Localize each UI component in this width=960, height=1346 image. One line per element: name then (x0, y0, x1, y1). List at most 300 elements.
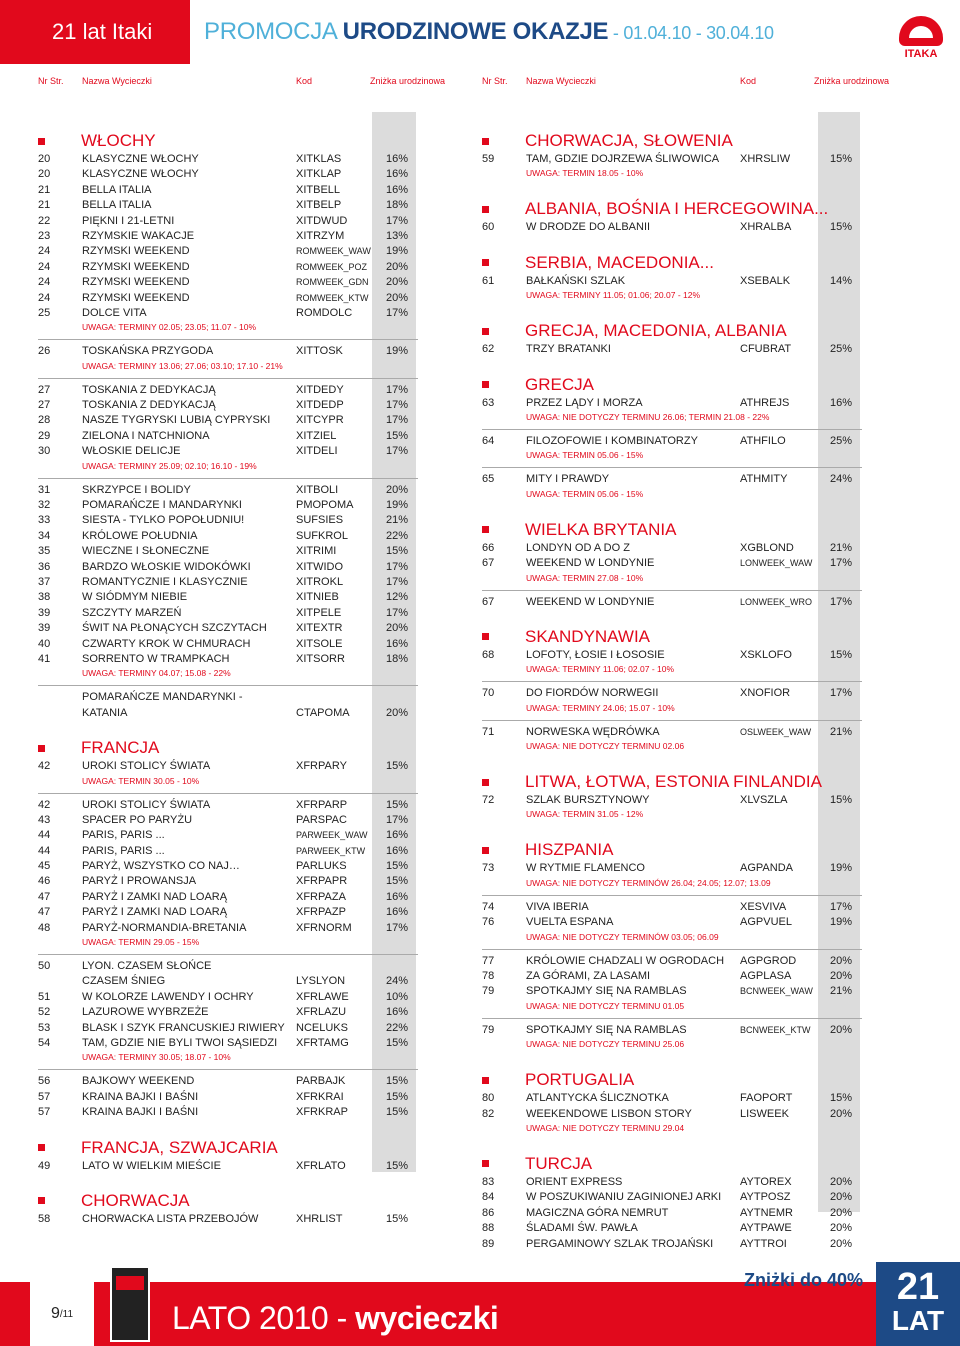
page-number-cell: 40 (38, 637, 51, 650)
trip-name: ZIELONA I NATCHNIONA (82, 429, 210, 442)
trip-note: UWAGA: NIE DOTYCZY TERMINU 29.04 (526, 1122, 685, 1133)
trip-code: XSEBALK (740, 274, 791, 287)
discount-value: 15% (386, 1075, 409, 1088)
discount-value: 17% (386, 214, 409, 227)
bullet-square-icon (482, 206, 489, 213)
trip-name: RZYMSKIE WAKACJE (82, 229, 195, 242)
trip-row (482, 434, 862, 449)
page-number-cell: 39 (38, 622, 51, 635)
trip-code: AYTPAWE (740, 1222, 792, 1235)
discount-value: 21% (830, 725, 853, 738)
trip-note: UWAGA: TERMIN 05.06 - 15% (526, 450, 644, 461)
trip-code: ROMWEEK_WAW (296, 246, 371, 257)
trip-code: XGBLOND (740, 541, 794, 554)
section-title: TURCJA (525, 1153, 593, 1173)
trip-row (38, 383, 418, 398)
page-number-cell: 60 (482, 221, 495, 234)
trip-name: SZCZYTY MARZEŃ (82, 606, 182, 619)
bullet-square-icon (482, 138, 489, 145)
discount-value: 19% (386, 245, 409, 258)
row-divider (38, 954, 418, 955)
trip-code: PARWEEK_KTW (296, 845, 366, 856)
trip-row (38, 652, 418, 667)
trip-note: UWAGA: NIE DOTYCZY TERMINU 01.05 (526, 1000, 685, 1011)
trip-name: VIVA IBERIA (526, 900, 589, 913)
discount-value: 19% (386, 499, 409, 512)
trip-row (38, 244, 418, 259)
trip-row (482, 595, 862, 610)
trip-name: WŁOSKIE DELICJE (82, 445, 181, 458)
page-number-cell: 82 (482, 1107, 495, 1120)
col-header-name-right: Nazwa Wycieczki (526, 76, 596, 86)
discount-value: 20% (830, 1237, 853, 1250)
trip-row (38, 152, 418, 167)
trip-code: XSKLOFO (740, 648, 792, 661)
page-number-cell: 61 (482, 274, 495, 287)
trip-code: AGPANDA (740, 862, 793, 875)
trip-row (482, 1023, 862, 1038)
page-number-cell: 56 (38, 1075, 51, 1088)
col-header-discount-right: Zniżka urodzinowa (814, 76, 890, 86)
page-number-cell: 74 (482, 900, 495, 913)
page-number-cell: 71 (482, 725, 495, 738)
trip-note: UWAGA: TERMINY 11.06; 02.07 - 10% (526, 664, 675, 675)
page-number-cell: 80 (482, 1092, 495, 1105)
trip-row (38, 275, 418, 290)
trip-note: UWAGA: NIE DOTYCZY TERMINÓW 03.05; 06.09 (526, 931, 719, 942)
trip-note: UWAGA: TERMINY 24.06; 15.07 - 10% (526, 702, 675, 713)
page-number-cell: 54 (38, 1036, 51, 1049)
trip-row (38, 167, 418, 182)
trip-row (482, 915, 862, 930)
discount-value: 16% (386, 906, 409, 919)
discount-claim: Zniżki do 40% (744, 1270, 864, 1290)
trip-code: XNOFIOR (740, 687, 791, 700)
trip-name: PARYŻ, WSZYSTKO CO NAJ… (82, 860, 240, 873)
trip-note: UWAGA: NIE DOTYCZY TERMINU 02.06 (526, 741, 685, 752)
trip-name: LOFOTY, ŁOSIE I ŁOSOSIE (526, 648, 665, 661)
discount-value: 20% (830, 1107, 853, 1120)
page-number-cell: 44 (38, 844, 51, 857)
row-divider (38, 685, 418, 686)
trip-code: XFRPARY (296, 760, 347, 773)
trip-row (38, 513, 418, 528)
trip-name: BAŁKAŃSKI SZLAK (526, 274, 626, 287)
trip-note: UWAGA: TERMINY 02.05; 23.05; 11.07 - 10% (82, 322, 257, 333)
trip-code: XFRKRAI (296, 1090, 344, 1103)
trip-note: UWAGA: NIE DOTYCZY TERMINU 26.06; TERMIN 21.08 - 22% (526, 411, 770, 422)
discount-value: 15% (386, 760, 409, 773)
discount-value: 17% (386, 813, 409, 826)
trip-name: W KOLORZE LAWENDY I OCHRY (82, 990, 254, 1003)
discount-value: 19% (830, 916, 853, 929)
discount-value: 15% (386, 545, 409, 558)
discount-value: 10% (386, 990, 409, 1003)
trip-row (38, 498, 418, 513)
section-gap (482, 503, 862, 513)
row-divider (38, 1069, 418, 1070)
section-title: CHORWACJA (81, 1190, 190, 1210)
trip-name: ORIENT EXPRESS (526, 1175, 623, 1188)
bullet-square-icon (482, 526, 489, 533)
trip-row (38, 398, 418, 413)
discount-value: 15% (386, 1159, 409, 1172)
col-header-code-right: Kod (740, 76, 757, 86)
trip-name: PARIS, PARIS ... (82, 844, 165, 857)
discount-value: 17% (830, 557, 853, 570)
section-gap (38, 1121, 418, 1131)
discount-value: 15% (386, 1090, 409, 1103)
trip-row (482, 954, 862, 969)
section-gap (38, 1174, 418, 1184)
discount-value: 20% (830, 1206, 853, 1219)
discount-value: 14% (830, 274, 853, 287)
trip-name: WEEKEND W LONDYNIE (526, 557, 655, 570)
trip-name: TOSKAŃSKA PRZYGODA (82, 345, 214, 358)
trip-code: XLVSZLA (740, 794, 788, 807)
trip-row (38, 529, 418, 544)
trip-name: RZYMSKI WEEKEND (82, 276, 190, 289)
page-number-cell: 50 (38, 960, 51, 973)
trip-name: SORRENTO W TRAMPKACH (82, 652, 230, 665)
row-divider (482, 1018, 862, 1019)
section-heading (482, 771, 862, 793)
promo-title: PROMOCJA URODZINOWE OKAZJE - 01.04.10 - 30.04.10 (204, 18, 774, 45)
page-number-cell: 53 (38, 1021, 51, 1034)
section-title: PORTUGALIA (525, 1070, 635, 1090)
page-number-cell: 26 (38, 345, 51, 358)
trip-row (38, 990, 418, 1005)
page-number-cell: 42 (38, 760, 51, 773)
trip-row (38, 637, 418, 652)
discount-value: 20% (386, 483, 409, 496)
trip-row (38, 1074, 418, 1089)
trip-row (482, 274, 862, 289)
trip-code: XITPELE (296, 606, 342, 619)
discount-value: 20% (386, 622, 409, 635)
page-number-cell: 86 (482, 1206, 495, 1219)
bullet-square-icon (38, 1144, 45, 1151)
discount-value: 20% (830, 970, 853, 983)
discount-value: 16% (830, 396, 853, 409)
discount-value: 21% (830, 985, 853, 998)
discount-value: 25% (830, 343, 853, 356)
row-divider (38, 339, 418, 340)
trip-name: NASZE TYGRYSKI LUBIĄ CYPRYSKI (82, 414, 271, 427)
trip-code: XITRIMI (296, 545, 337, 558)
trip-row (38, 544, 418, 559)
section-heading (482, 130, 862, 152)
discount-value: 13% (386, 229, 409, 242)
section-gap (482, 1137, 862, 1147)
trip-code: XITWIDO (296, 560, 344, 573)
trip-name: LONDYN OD A DO Z (526, 541, 630, 554)
trip-name: TAM, GDZIE NIE BYLI TWOI SĄSIEDZI (82, 1036, 278, 1049)
trip-code: AGPGROD (740, 954, 797, 967)
row-divider (482, 467, 862, 468)
trip-name: UROKI STOLICY ŚWIATA (82, 798, 211, 811)
trip-name: WEEKENDOWE LISBON STORY (526, 1107, 692, 1120)
section-heading (482, 320, 862, 342)
trip-row (38, 798, 418, 813)
discount-value: 22% (386, 1021, 409, 1034)
section-gap (482, 610, 862, 620)
trip-name: NORWESKA WĘDRÓWKA (526, 725, 660, 738)
page-number-cell: 25 (38, 306, 51, 319)
row-divider (482, 720, 862, 721)
trip-code: XITDELI (296, 445, 338, 458)
trip-name: DO FIORDÓW NORWEGII (526, 687, 659, 700)
discount-value: 20% (830, 1222, 853, 1235)
trip-code: XESVIVA (740, 900, 787, 913)
trip-row (38, 1105, 418, 1120)
trip-row (38, 759, 418, 774)
discount-value: 20% (386, 276, 409, 289)
trip-code: XITDEDP (296, 399, 344, 412)
trip-name: PARYŻ I ZAMKI NAD LOARĄ (82, 890, 228, 903)
trip-code: XFRNORM (296, 921, 352, 934)
page-number-cell: 66 (482, 541, 495, 554)
trip-row (38, 198, 418, 213)
trip-name: KLASYCZNE WŁOCHY (82, 168, 199, 181)
bullet-square-icon (38, 745, 45, 752)
trip-row (38, 974, 418, 989)
trip-code: AGPVUEL (740, 916, 792, 929)
row-divider (482, 590, 862, 591)
trip-note: UWAGA: TERMIN 18.05 - 10% (526, 168, 644, 179)
trip-row (38, 560, 418, 575)
trip-row (482, 556, 862, 571)
section-heading (482, 626, 862, 648)
trip-row (38, 621, 418, 636)
discount-value: 15% (830, 794, 853, 807)
section-title: GRECJA (525, 374, 594, 394)
section-heading (482, 839, 862, 861)
trip-code: BCNWEEK_KTW (740, 1024, 811, 1035)
trip-code: XFRLAWE (296, 990, 349, 1003)
trip-name: DOLCE VITA (82, 306, 147, 319)
discount-value: 18% (386, 199, 409, 212)
page-number-cell: 70 (482, 687, 495, 700)
trip-row (482, 686, 862, 701)
page-number-cell: 34 (38, 529, 51, 542)
discount-value: 12% (386, 591, 409, 604)
page-number-cell: 45 (38, 860, 51, 873)
trip-row (482, 1206, 862, 1221)
discount-value: 15% (386, 875, 409, 888)
trip-code: XHRALBA (740, 221, 792, 234)
trip-row (482, 152, 862, 167)
bullet-square-icon (482, 633, 489, 640)
trip-row (482, 793, 862, 808)
section-title: WIELKA BRYTANIA (525, 519, 677, 539)
page-number-cell: 20 (38, 168, 51, 181)
trip-code: PMOPOMA (296, 499, 354, 512)
trip-code: PARSPAC (296, 813, 347, 826)
trip-code: XITBELP (296, 199, 342, 212)
trip-row (482, 984, 862, 999)
trip-row (482, 969, 862, 984)
page-number-cell: 21 (38, 183, 51, 196)
trip-note: UWAGA: NIE DOTYCZY TERMINÓW 26.04; 24.05; 12.07; 13.09 (526, 877, 771, 888)
trip-name: ATLANTYCKA ŚLICZNOTKA (526, 1092, 669, 1105)
trip-code: ROMDOLC (296, 306, 353, 319)
trip-name: POMARAŃCZE I MANDARYNKI (82, 499, 242, 512)
trip-note: UWAGA: NIE DOTYCZY TERMINU 25.06 (526, 1039, 685, 1050)
trip-row (482, 396, 862, 411)
section-heading (38, 1190, 418, 1212)
trip-name: RZYMSKI WEEKEND (82, 245, 190, 258)
trip-code: PARLUKS (296, 860, 347, 873)
discount-value: 19% (830, 862, 853, 875)
discount-value: 20% (386, 260, 409, 273)
page-number-cell: 83 (482, 1175, 495, 1188)
bullet-square-icon (482, 847, 489, 854)
trip-name: TRZY BRATANKI (526, 343, 611, 356)
trip-name: SPACER PO PARYŻU (82, 813, 193, 826)
trip-code: LISWEEK (740, 1107, 789, 1120)
discount-value: 15% (386, 798, 409, 811)
trip-note: UWAGA: TERMIN 31.05 - 12% (526, 809, 644, 820)
trip-row (38, 229, 418, 244)
trip-name: MITY I PRAWDY (526, 473, 610, 486)
trip-code: XFRPAPR (296, 875, 348, 888)
trip-row (38, 828, 418, 843)
trip-code: AYTOREX (740, 1175, 792, 1188)
top-banner (0, 0, 960, 70)
section-title: CHORWACJA, SŁOWENIA (525, 131, 733, 150)
discount-value: 20% (386, 706, 409, 719)
trip-row (38, 483, 418, 498)
trip-row (38, 813, 418, 828)
trip-code: XFRPAZP (296, 906, 346, 919)
trip-code: AYTPOSZ (740, 1191, 791, 1204)
discount-value: 17% (386, 921, 409, 934)
page-number-cell: 35 (38, 545, 51, 558)
trip-name: SIESTA - TYLKO POPOŁUDNIU! (82, 514, 245, 527)
page-number-cell: 47 (38, 890, 51, 903)
col-header-name-left: Nazwa Wycieczki (82, 76, 152, 86)
page-number-cell: 88 (482, 1222, 495, 1235)
trip-name: W RYTMIE FLAMENCO (526, 862, 645, 875)
bullet-square-icon (482, 328, 489, 335)
trip-code: XFRLATO (296, 1159, 346, 1172)
section-heading (482, 519, 862, 541)
21-lat-mark: 21 LAT (876, 1262, 960, 1346)
page-number-cell: 27 (38, 399, 51, 412)
discount-value: 17% (386, 445, 409, 458)
bullet-square-icon (482, 1160, 489, 1167)
section-gap (38, 721, 418, 731)
section-heading (482, 252, 862, 274)
page-number-cell: 64 (482, 434, 495, 447)
discount-value: 17% (830, 687, 853, 700)
trip-name: MAGICZNA GÓRA NEMRUT (526, 1206, 669, 1219)
page-number-cell: 62 (482, 343, 495, 356)
trip-row (38, 690, 418, 705)
page-number-cell: 57 (38, 1090, 51, 1103)
trip-name: ŚLADAMI ŚW. PAWŁA (526, 1222, 638, 1235)
trip-name: LAZUROWE WYBRZEŻE (82, 1006, 209, 1019)
discount-value: 22% (386, 529, 409, 542)
trip-name: RZYMSKI WEEKEND (82, 260, 190, 273)
trip-code: PARWEEK_WAW (296, 830, 368, 841)
trip-code: XHRSLIW (740, 153, 791, 165)
page-number-cell: 67 (482, 595, 495, 608)
trip-row (482, 1107, 862, 1122)
trip-code: ATHFILO (740, 434, 786, 447)
trip-name: KRÓLOWE POŁUDNIA (82, 529, 198, 542)
section-heading (482, 198, 862, 220)
trip-name: W POSZUKIWANIU ZAGINIONEJ ARKI (526, 1191, 722, 1204)
discount-value: 15% (386, 1036, 409, 1049)
section-heading (38, 737, 418, 759)
section-gap (482, 182, 862, 192)
page-number-cell: 77 (482, 954, 495, 967)
discount-value: 25% (830, 434, 853, 447)
page-number-cell: 43 (38, 813, 51, 826)
trip-code: LYSLYON (296, 975, 346, 988)
trip-name: BAJKOWY WEEKEND (82, 1075, 195, 1088)
bullet-square-icon (38, 138, 45, 145)
trip-code: XITDEDY (296, 383, 344, 396)
trip-code: AYTNEMR (740, 1206, 793, 1219)
row-divider (482, 895, 862, 896)
footer-title: LATO 2010 - wycieczki (172, 1300, 499, 1336)
page-number-cell: 21 (38, 199, 51, 212)
discount-value: 17% (386, 383, 409, 396)
trip-name: PIĘKNI I 21-LETNI (82, 214, 175, 227)
trip-name: SZLAK BURSZTYNOWY (526, 794, 650, 807)
trip-code: OSLWEEK_WAW (740, 726, 812, 737)
trip-name: ZA GÓRAMI, ZA LASAMI (526, 970, 651, 983)
trip-name: PRZEZ LĄDY I MORZA (526, 396, 643, 409)
trip-row (482, 861, 862, 876)
page-number-cell: 51 (38, 990, 51, 1003)
trip-name: PERGAMINOWY SZLAK TROJAŃSKI (526, 1237, 714, 1250)
page-number-cell: 30 (38, 445, 51, 458)
trip-row (38, 344, 418, 359)
col-header-nr-right: Nr Str. (482, 76, 508, 86)
left-column (38, 124, 418, 1227)
discount-value: 16% (386, 183, 409, 196)
discount-value: 20% (830, 1023, 853, 1036)
trip-row (482, 1091, 862, 1106)
trip-name: SKRZYPCE I BOLIDY (82, 483, 191, 496)
trip-note: UWAGA: TERMINY 11.05; 01.06; 20.07 - 12% (526, 290, 701, 301)
trip-row (38, 260, 418, 275)
row-divider (38, 378, 418, 379)
trip-name: PARIS, PARIS ... (82, 829, 165, 842)
page-number-cell: 57 (38, 1106, 51, 1119)
section-heading (482, 1069, 862, 1091)
trip-code: XITDWUD (296, 214, 348, 227)
discount-value: 21% (830, 541, 853, 554)
trip-code: LONWEEK_WRO (740, 596, 813, 607)
discount-value: 15% (830, 153, 853, 165)
section-title: ALBANIA, BOŚNIA I HERCEGOWINA... (525, 199, 829, 219)
discount-value: 15% (386, 429, 409, 442)
discount-value: 16% (386, 844, 409, 857)
trip-row (38, 590, 418, 605)
discount-value: 15% (386, 1212, 409, 1225)
trip-name: RZYMSKI WEEKEND (82, 291, 190, 304)
trip-note: UWAGA: TERMINY 25.09; 02.10; 16.10 - 19% (82, 460, 257, 471)
trip-code: XFRLAZU (296, 1006, 347, 1019)
trip-code: SUFSIES (296, 514, 344, 527)
trip-note: UWAGA: TERMIN 30.05 - 10% (82, 775, 200, 786)
page-number-cell: 68 (482, 648, 495, 661)
